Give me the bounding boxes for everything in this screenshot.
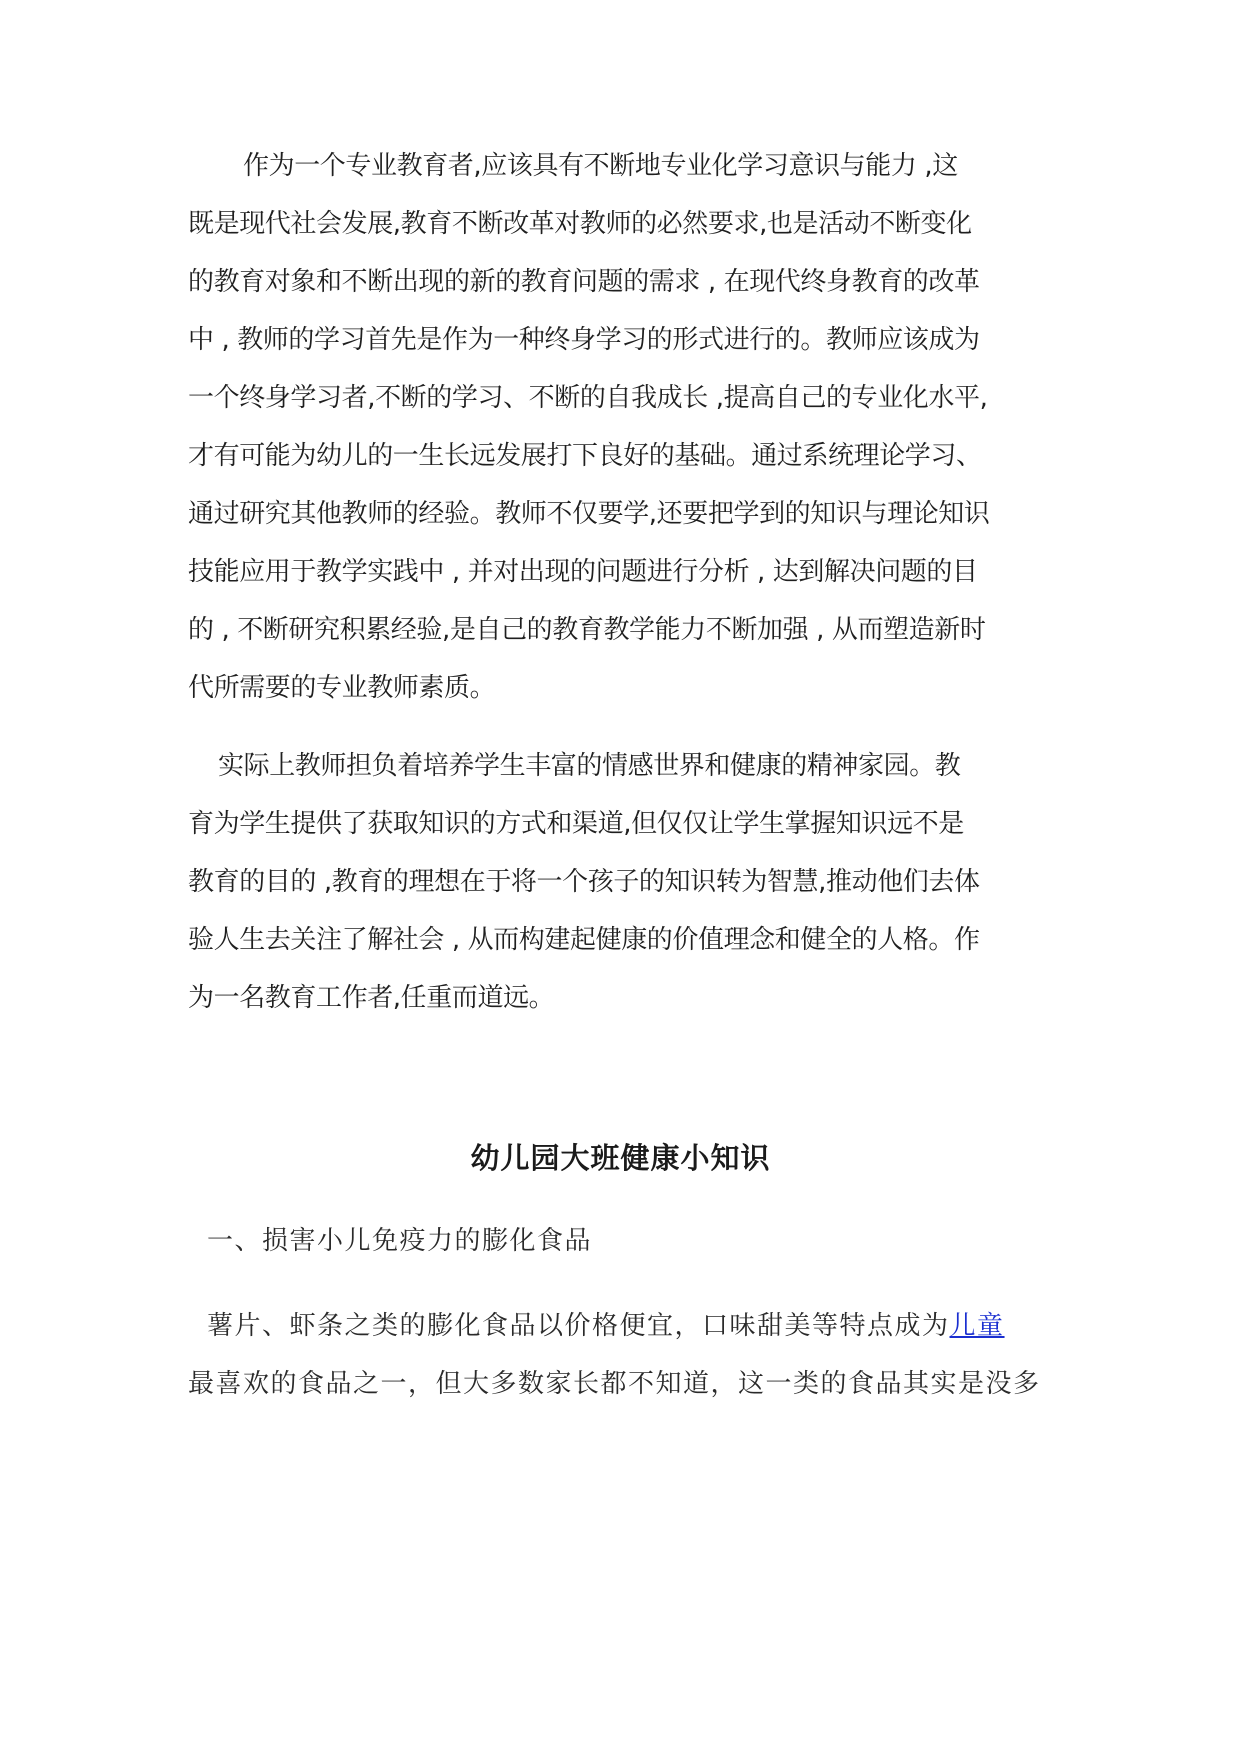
paragraph-line: 教育的目的 ,教育的理想在于将一个孩子的知识转为智慧,推动他们去体 bbox=[188, 867, 980, 897]
paragraph-line: 为一名教育工作者,任重而道远。 bbox=[188, 983, 555, 1013]
paragraph-line: 技能应用于教学实践中 , 并对出现的问题进行分析 , 达到解决问题的目 bbox=[188, 557, 978, 587]
paragraph-line: 既是现代社会发展,教育不断改革对教师的必然要求,也是活动不断变化 bbox=[188, 209, 972, 239]
paragraph-line: 实际上教师担负着培养学生丰富的情感世界和健康的精神家园。教 bbox=[218, 751, 961, 781]
paragraph-line bbox=[207, 1306, 1005, 1346]
article-title: 幼儿园大班健康小知识 bbox=[470, 1141, 771, 1175]
section-heading: 一、损害小儿免疫力的膨化食品 bbox=[207, 1226, 593, 1256]
paragraph-text: 薯片、虾条之类的膨化食品以价格便宜，口味甜美等特点成为 bbox=[207, 1311, 950, 1341]
paragraph-line: 育为学生提供了获取知识的方式和渠道,但仅仅让学生掌握知识远不是 bbox=[188, 809, 964, 839]
paragraph-line: 通过研究其他教师的经验。教师不仅要学,还要把学到的知识与理论知识 bbox=[188, 499, 990, 529]
paragraph-line: 才有可能为幼儿的一生长远发展打下良好的基础。通过系统理论学习、 bbox=[188, 441, 982, 471]
paragraph-line: 的 , 不断研究积累经验,是自己的教育教学能力不断加强 , 从而塑造新时 bbox=[188, 615, 986, 645]
paragraph-line: 的教育对象和不断出现的新的教育问题的需求 , 在现代终身教育的改革 bbox=[188, 267, 980, 297]
paragraph-line: 一个终身学习者,不断的学习、不断的自我成长 ,提高自己的专业化水平, bbox=[188, 383, 988, 413]
paragraph-line: 中 , 教师的学习首先是作为一种终身学习的形式进行的。教师应该成为 bbox=[188, 325, 980, 355]
paragraph-line: 验人生去关注了解社会 , 从而构建起健康的价值理念和健全的人格。作 bbox=[188, 925, 980, 955]
paragraph-line: 代所需要的专业教师素质。 bbox=[188, 673, 496, 703]
paragraph-line: 作为一个专业教育者,应该具有不断地专业化学习意识与能力 ,这 bbox=[243, 151, 958, 181]
children-link[interactable]: 儿童 bbox=[949, 1311, 1005, 1341]
paragraph-line: 最喜欢的食品之一，但大多数家长都不知道，这一类的食品其实是没多 bbox=[188, 1369, 1041, 1399]
